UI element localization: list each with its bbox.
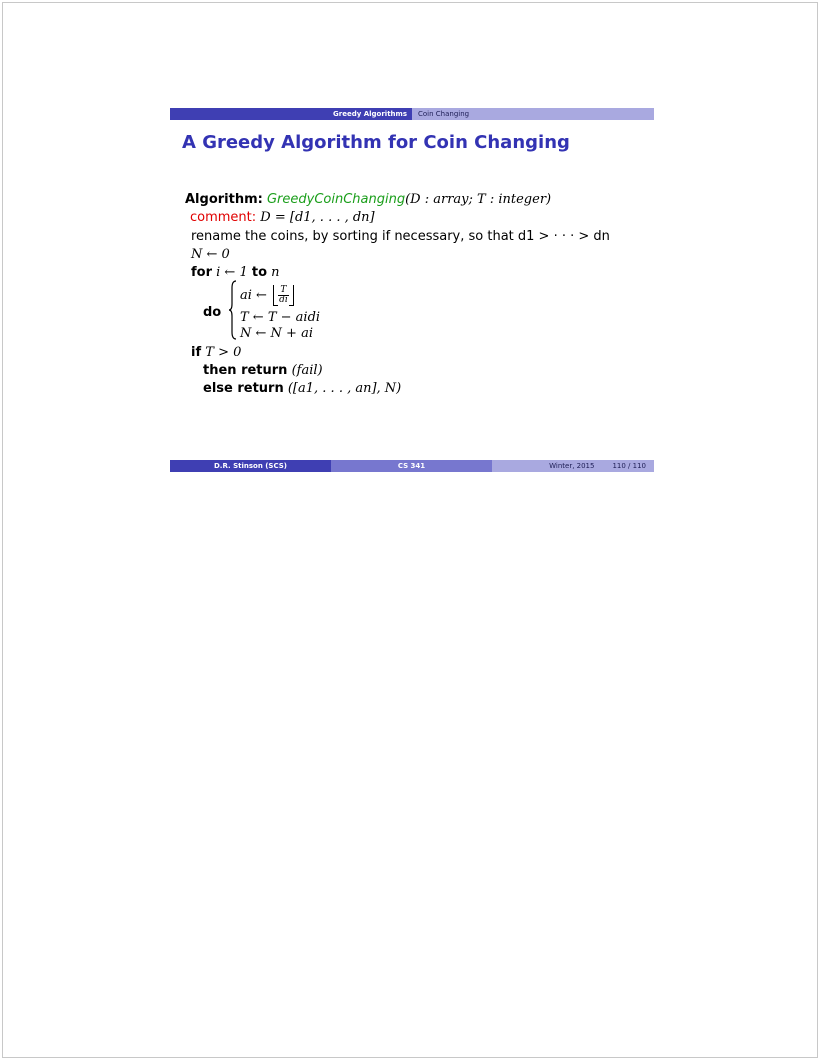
else-line — [203, 381, 401, 396]
curly-brace-icon — [229, 280, 237, 340]
algorithm-params: (D : array; T : integer) — [405, 192, 552, 207]
for-var: i ← 1 — [216, 265, 248, 280]
algorithm-name: GreedyCoinChanging — [266, 192, 406, 207]
footer-meta — [492, 460, 654, 472]
init-line: N ← 0 — [191, 247, 230, 262]
footer-page: 110 / 110 — [612, 462, 646, 470]
slide — [170, 108, 654, 472]
rename-line: rename the coins, by sorting if necessary, so that d1 > · · · > dn — [191, 229, 610, 244]
body1-lhs: ai ← — [240, 288, 267, 303]
footer-term: Winter, 2015 — [549, 462, 595, 470]
nav-bar — [170, 108, 654, 120]
algorithm-keyword: Algorithm: — [185, 192, 263, 207]
slide-title: A Greedy Algorithm for Coin Changing — [182, 132, 570, 153]
else-keyword: else return — [203, 381, 284, 396]
for-end: n — [271, 265, 280, 280]
footer-bar — [170, 460, 654, 472]
nav-subsection[interactable]: Coin Changing — [412, 108, 654, 120]
comment-label: comment: — [190, 210, 257, 225]
then-value: (fail) — [291, 363, 323, 378]
fraction-denominator: di — [279, 295, 288, 305]
if-keyword: if — [191, 345, 202, 360]
nav-section[interactable]: Greedy Algorithms — [170, 108, 412, 120]
for-keyword: for — [191, 265, 212, 280]
else-value: ([a1, . . . , an], N) — [287, 381, 402, 396]
if-line — [191, 345, 241, 360]
if-condition: T > 0 — [205, 345, 242, 360]
footer-author: D.R. Stinson (SCS) — [170, 460, 331, 472]
for-line — [191, 265, 280, 280]
comment-line — [190, 210, 375, 225]
body-line-1 — [240, 285, 294, 306]
floor-right — [289, 285, 294, 306]
body-line-3: N ← N + ai — [240, 326, 313, 341]
comment-math: D = [d1, . . . , dn] — [260, 210, 375, 225]
then-line — [203, 363, 323, 378]
do-keyword: do — [203, 305, 222, 320]
to-keyword: to — [251, 265, 268, 280]
footer-course: CS 341 — [331, 460, 492, 472]
fraction — [278, 286, 289, 305]
body-line-2: T ← T − aidi — [240, 310, 321, 325]
fraction-numerator: T — [278, 286, 289, 296]
algorithm-header — [185, 192, 551, 207]
then-keyword: then return — [203, 363, 288, 378]
